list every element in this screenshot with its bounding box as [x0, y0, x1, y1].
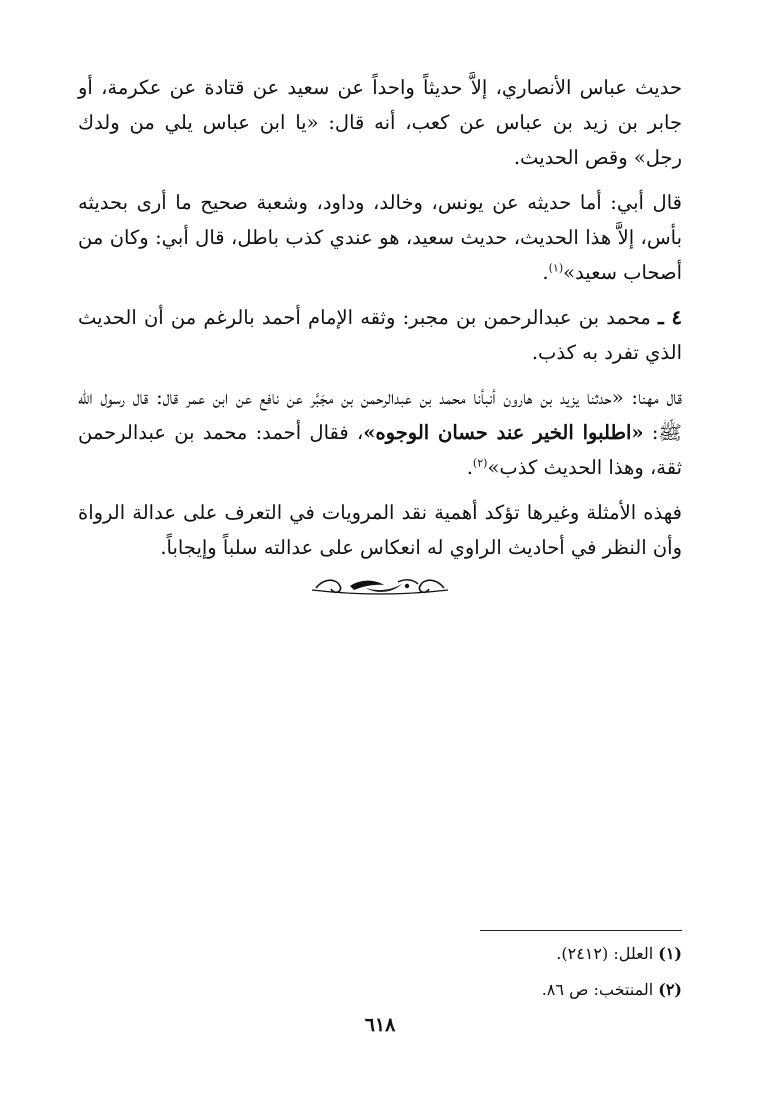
- item-number: ٤ ـ: [658, 306, 683, 329]
- ornament-divider-icon: [310, 568, 450, 602]
- main-text: [78, 70, 682, 575]
- footnote-ref-2: (٢): [472, 456, 488, 470]
- footnote-1: (١) العلل: (٢٤١٢).: [556, 944, 682, 963]
- footnote-2: (٢) المنتخب: ص ٨٦.: [541, 980, 682, 999]
- paragraph-5: فهذه الأمثلة وغيرها تؤكد أهمية نقد المرويات في التعرف على عدالة الرواة وأن النظر في أحاديث الراوي له انعكاس على عدالته سلباً وإيجاباً.: [78, 501, 682, 559]
- paragraph-3: ٤ ـ محمد بن عبدالرحمن بن مجبر: وثقه الإمام أحمد بالرغم من أن الحديث الذي تفرد به كذب.: [78, 306, 683, 364]
- footnote-ref-1: (١): [548, 261, 564, 275]
- footnote-separator: [480, 930, 682, 931]
- page-number: ٦١٨: [364, 1014, 396, 1036]
- paragraph-4: قال مهنا: «حدثنا يزيد بن هارون أنبأنا محمد بن عبدالرحمن بن مجَبَّر عن نافع عن ابن عمر قال: قال رسول الله ﷺ: «اطلبوا الخير عند حسان الوجوه»، فقال أحمد: محمد بن عبدالرحمن ثقة، وهذا الحديث كذب»$^{(٢)}$.: [78, 386, 682, 479]
- hadith-quote: «اطلبوا الخير عند حسان الوجوه»: [363, 421, 644, 444]
- paragraph-1: حديث عباس الأنصاري، إلاَّ حديثاً واحداً عن سعيد عن قتادة عن عكرمة، أو جابر بن زيد بن عباس عن كعب، أنه قال: «يا ابن عباس يلي من ولدك رجل» وقص الحديث.: [78, 76, 682, 169]
- footnotes: [78, 936, 682, 1008]
- paragraph-2: قال أبي: أما حديثه عن يونس، وخالد، وداود، وشعبة صحيح ما أرى بحديثه بأس، إلاَّ هذا الحديث، حديث سعيد، هو عندي كذب باطل، قال أبي: وكان من أصحاب سعيد»$^{(١)}$.: [78, 191, 682, 284]
